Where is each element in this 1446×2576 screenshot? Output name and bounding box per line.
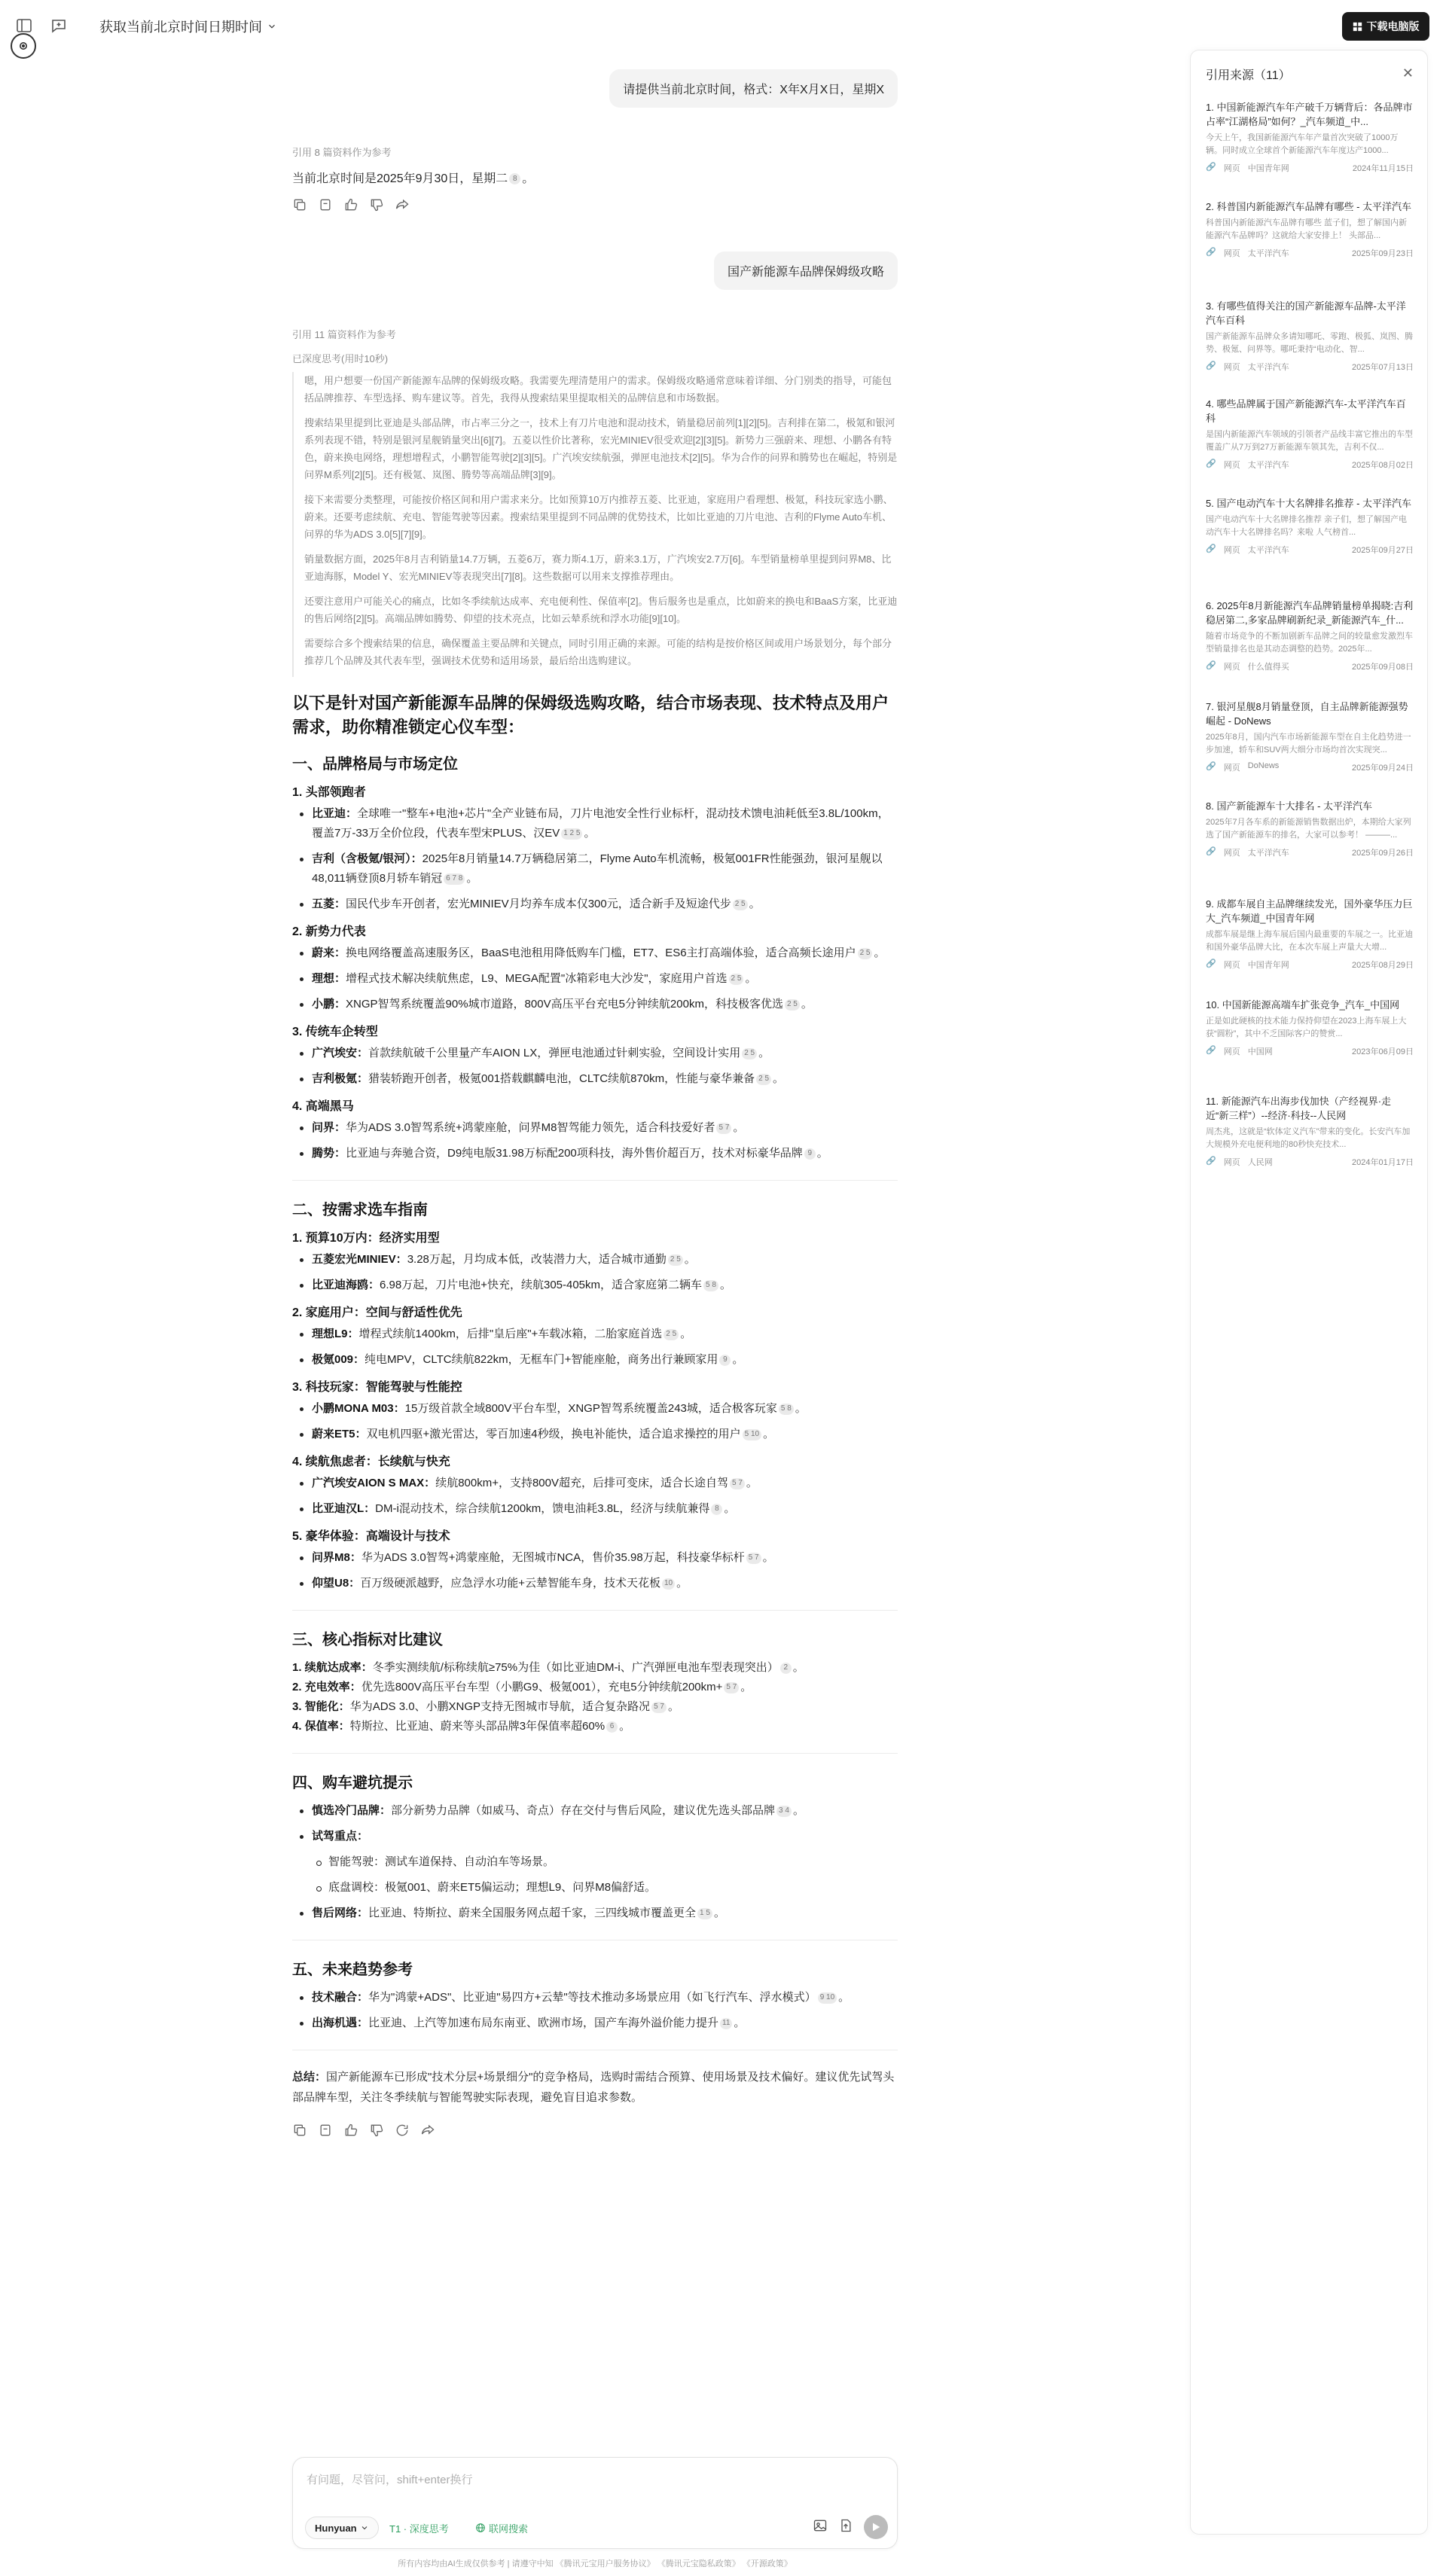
app-logo-icon[interactable] bbox=[11, 33, 36, 59]
link-icon: 🔗 bbox=[1206, 459, 1216, 468]
list-item: 仰望U8：百万级硬派越野，应急浮水功能+云辇智能车身，技术天花板 10 。 bbox=[292, 1574, 898, 1593]
link-icon: 🔗 bbox=[1206, 847, 1216, 856]
section-title: 一、品牌格局与市场定位 bbox=[292, 756, 458, 773]
source-snippet: 是国内新能源汽车领域的引领者产品线丰富它推出的车型覆盖广从7万到27万新能源车领其先，吉利不仅... bbox=[1206, 430, 1413, 452]
source-meta bbox=[1206, 846, 1414, 858]
citation-badge[interactable]: 2 5 bbox=[858, 948, 873, 959]
answer-text: 当前北京时间是2025年9月30日，星期二 8 。 bbox=[292, 172, 535, 185]
source-item[interactable] bbox=[1206, 299, 1414, 373]
list-item: 试驾重点： bbox=[292, 1827, 898, 1846]
thumbs-up-icon[interactable] bbox=[343, 2123, 358, 2138]
link-icon: 🔗 bbox=[1206, 361, 1216, 370]
close-icon[interactable]: ✕ bbox=[1402, 66, 1414, 81]
list-item: 吉利极氪：猎装轿跑开创者，极氪001搭载麒麟电池，CLTC续航870km，性能与豪华兼备 2 5 。 bbox=[292, 1069, 898, 1089]
source-title[interactable]: 10. 中国新能源高端车扩张竞争_汽车_中国网 bbox=[1206, 999, 1400, 1011]
input-tools bbox=[813, 2515, 888, 2539]
source-item[interactable] bbox=[1206, 897, 1414, 971]
list-item: 小鹏：XNGP智驾系统覆盖90%城市道路，800V高压平台充电5分钟续航200km，科技极客优选 2 5 。 bbox=[292, 995, 898, 1014]
top-bar bbox=[0, 0, 1420, 53]
citation-badge[interactable]: 2 bbox=[780, 1663, 792, 1674]
citation-badge[interactable]: 5 7 bbox=[651, 1702, 667, 1713]
link-icon: 🔗 bbox=[1206, 163, 1216, 172]
list-item: 售后网络：比亚迪、特斯拉、蔚来全国服务网点超千家，三四线城市覆盖更全 1 5 。 bbox=[292, 1904, 898, 1923]
source-type: 网页 bbox=[1223, 1047, 1240, 1056]
source-site: 太平洋汽车 bbox=[1247, 461, 1289, 470]
source-meta bbox=[1206, 959, 1414, 971]
copy-icon[interactable] bbox=[292, 197, 307, 212]
section-title: 二、按需求选车指南 bbox=[292, 1202, 428, 1218]
list-item: 比亚迪汉L：DM-i混动技术，综合续航1200km，馈电油耗3.8L，经济与续航兼得 8 。 bbox=[292, 1499, 898, 1519]
citation-badge[interactable]: 5 7 bbox=[730, 1478, 745, 1489]
citation-badge[interactable]: 2 5 bbox=[664, 1329, 679, 1340]
list-item: 1. 续航达成率：冬季实测续航/标称续航≥75%为佳（如比亚迪DM-i、广汽弹匣电池车型表现突出） 2 。 bbox=[292, 1661, 804, 1674]
source-site: DoNews bbox=[1247, 761, 1280, 770]
divider bbox=[292, 1753, 898, 1754]
list-item: 腾势：比亚迪与奔驰合资，D9纯电版31.98万标配200项科技，海外售价超百万，技术对标豪华品牌 9 。 bbox=[292, 1144, 898, 1163]
answer-heading: 以下是针对国产新能源车品牌的保姆级选购攻略，结合市场表现、技术特点及用户需求，助你精准锁定心仪车型： bbox=[292, 694, 889, 736]
source-type: 网页 bbox=[1223, 546, 1240, 555]
list-item: 广汽埃安：首款续航破千公里量产车AION LX，弹匣电池通过针刺实验，空间设计实用 2 5 。 bbox=[292, 1044, 898, 1063]
source-type: 网页 bbox=[1223, 363, 1240, 372]
list-item: 2. 充电效率：优先选800V高压平台车型（小鹏G9、极氪001），充电5分钟续航200km+ 5 7 。 bbox=[292, 1681, 752, 1693]
message-actions bbox=[292, 197, 410, 212]
citation-badge[interactable]: 5 7 bbox=[716, 1123, 731, 1134]
source-site: 人民网 bbox=[1247, 1158, 1273, 1167]
chevron-down-icon bbox=[360, 2523, 369, 2532]
citation-badge[interactable]: 2 5 bbox=[785, 999, 800, 1011]
source-site: 什么值得买 bbox=[1247, 663, 1289, 672]
source-title[interactable]: 4. 哪些品牌属于国产新能源汽车-太平洋汽车百科 bbox=[1206, 398, 1406, 424]
sidebar-toggle-icon[interactable] bbox=[15, 17, 33, 35]
list-item: 蔚来：换电网络覆盖高速服务区，BaaS电池租用降低购车门槛，ET7、ES6主打高端体验，适合高频长途用户 2 5 。 bbox=[292, 944, 898, 963]
citation-badge[interactable]: 1 5 bbox=[697, 1908, 712, 1919]
new-chat-icon[interactable] bbox=[50, 17, 68, 35]
source-snippet: 国产电动汽车十大名牌排名推荐 亲子们，想了解国产电动汽车十大名牌排名吗？来啦 人气榜首... bbox=[1206, 515, 1408, 537]
thumbs-down-icon[interactable] bbox=[369, 2123, 384, 2138]
source-snippet: 周杰兆，这就是“软体定义汽车”带来的变化。长安汽车加大规模外充电便利地的80秒快充技术... bbox=[1206, 1127, 1411, 1149]
user-message: 国产新能源车品牌保姆级攻略 bbox=[714, 252, 898, 290]
link-icon: 🔗 bbox=[1206, 661, 1216, 670]
source-title[interactable]: 5. 国产电动汽车十大名牌排名推荐 - 太平洋汽车 bbox=[1206, 498, 1412, 509]
list-item: 智能驾驶：测试车道保持、自动泊车等场景。 bbox=[292, 1852, 898, 1872]
source-type: 网页 bbox=[1223, 663, 1240, 672]
sources-title: 引用来源（11） bbox=[1206, 69, 1291, 82]
divider bbox=[292, 1180, 898, 1181]
list-item: 五菱：国民代步车开创者，宏光MINIEV月均养车成本仅300元，适合新手及短途代步 2 5 。 bbox=[292, 895, 898, 914]
source-date: 2025年07月13日 bbox=[1352, 363, 1414, 372]
answer-body: 以下是针对国产新能源车品牌的保姆级选购攻略，结合市场表现、技术特点及用户需求，助你精准锁定心仪车型： 一、品牌格局与市场定位 1. 头部领跑者 比亚迪：全球唯一"整车+电池+芯片"全产业链布局，刀片电池安全性行业标杆，混动技术馈电油耗低至3.8L/100km，覆盖7万-33万全价位段，代表车型宋PLUS、汉EV 1 2 5 。 吉利（含极氪/银河）：2025年8月销量14.7万辆稳居第二，Flyme Auto车机流畅，极氪001FR性能强劲，银河星舰以48,011辆登顶8月轿车销冠 6 7 8 。 五菱：国民代步车开创者，宏光MINIEV月均养车成本仅300元，适合新手及短途代步 2 5 。 2. 新势力代表 蔚来：换电网络覆盖高速服务区，BaaS电池租用降低购车门槛，ET7、ES6主打高端体验，适合高频长途用户 2 5 。 理想：增程式技术解决续航焦虑，L9、MEGA配置"冰箱彩电大沙发"，家庭用户首选 2 5 。 小鹏：XNGP智驾系统覆盖90%城市道路，800V高压平台充电5分钟续航200km，科技极客优选 2 5 。 3. 传统车企转型 广汽埃安：首款续航破千公里量产车AION LX，弹匣电池通过针刺实验，空间设计实用 2 5 。 吉利极氪：猎装轿跑开创者，极氪001搭载麒麟电池，CLTC续航870km，性能与豪华兼备 2 5 。 4. 高端黑马 问界：华为ADS 3.0智驾系统+鸿蒙座舱，问界M8智驾能力领先，适合科技爱好者 5 7 。 腾势：比亚迪与奔驰合资，D9纯电版31.98万标配200项科技，海外售价超百万，技术对标豪华品牌 9 。 二、按需求选车指南 1. 预算10万内：经济实用型 五菱宏光MINIEV：3.28万起，月均成本低，改装潜力大，适合城市通勤 2 5 。 比亚迪海鸥：6.98万起，刀片电池+快充，续航305-405km，适合家庭第二辆车 5 8 。 2. 家庭用户：空间与舒适性优先 理想L9：增程式续航1400km，后排"皇后座"+车载冰箱，二胎家庭首选 2 5 。 极氪009：纯电MPV，CLTC续航822km，无框车门+智能座舱，商务出行兼顾家用 9 。 3. 科技玩家：智能驾驶与性能控 小鹏MONA M03：15万级首款全域800V平台车型，XNGP智驾系统覆盖243城，适合极客玩家 5 8 。 蔚来ET5：双电机四驱+激光雷达，零百加速4秒级，换电补能快，适合追求操控的用户 5 10 。 4. 续航焦虑者：长续航与快充 广汽埃安AION S MAX：续航800km+，支持800V超充，后排可变床，适合长途自驾 5 7 。 比亚迪汉L：DM-i混动技术，综合续航1200km，馈电油耗3.8L，经济与续航兼得 8 。 5. 豪华体验：高端设计与技术 问界M8：华为ADS 3.0智驾+鸿蒙座舱，无图城市NCA，售价35.98万起，科技豪华标杆 5 7 。 仰望U8：百万级硬派越野，应急浮水功能+云辇智能车身，技术天花板 10 。 三、核心指标对比建议 1. 续航达成率：冬季实测续航/标称续航≥75%为佳（如比亚迪DM-i、广汽弹匣电池车型表现突出） 2 。 2. 充电效率：优先选800V高压平台车型（小鹏G9、极氪001），充电5分钟续航200km+ 5 7 。 3. 智能化：华为ADS 3.0、小鹏XNGP支持无图城市导航，适合复杂路况 5 7 。 4. 保值率：特斯拉、比亚迪、蔚来等头部品牌3年保值率超60% 6 。 四、购车避坑提示 慎选冷门品牌：部分新势力品牌（如威马、奇点）存在交付与售后风险，建议优先选头部品牌 3 4 。 试驾重点： 智能驾驶：测试车道保持、自动泊车等场景。 底盘调校：极氪001、蔚来ET5偏运动；理想L9、问界M8偏舒适。 售后网络：比亚迪、特斯拉、蔚来全国服务网点超千家，三四线城市覆盖更全 1 5 。 五、未来趋势参考 技术融合：华为"鸿蒙+ADS"、比亚迪"易四方+云辇"等技术推动多场景应用（如飞行汽车、浮水模式） 9 10 。 出海机遇：比亚迪、上汽等加速布局东南亚、欧洲市场，国产车海外溢价能力提升 11 。 总结：国产新能源车已形成"技术分层+场景细分"的竞争格局，选购时需结合预算、使用场景及技术偏好。建议优先试驾头部品牌车型，关注冬季续航与智能驾驶实际表现，避免盲目追求参数。 bbox=[292, 691, 898, 2138]
source-item[interactable] bbox=[1206, 799, 1414, 858]
source-type: 网页 bbox=[1223, 961, 1240, 970]
list-item: 比亚迪海鸥：6.98万起，刀片电池+快充，续航305-405km，适合家庭第二辆车 5 8 。 bbox=[292, 1276, 898, 1295]
citation-badge[interactable]: 2 5 bbox=[668, 1254, 683, 1266]
link-icon: 🔗 bbox=[1206, 1046, 1216, 1055]
link-icon: 🔗 bbox=[1206, 762, 1216, 771]
bookmark-icon[interactable] bbox=[318, 197, 333, 212]
source-type: 网页 bbox=[1223, 249, 1240, 258]
arrow-right-icon bbox=[870, 2521, 882, 2533]
source-meta bbox=[1206, 660, 1414, 672]
copy-icon[interactable] bbox=[292, 2123, 307, 2138]
sources-panel bbox=[1190, 50, 1428, 2535]
source-meta bbox=[1206, 1156, 1414, 1168]
source-item[interactable] bbox=[1206, 200, 1414, 259]
source-date: 2025年09月26日 bbox=[1352, 849, 1414, 858]
share-icon[interactable] bbox=[420, 2123, 435, 2138]
source-snippet: 2025年8月，国内汽车市场新能源车型在自主化趋势进一步加速，轿车和SUV两大细分市场均首次实现突... bbox=[1206, 733, 1411, 755]
chat-title-dropdown[interactable] bbox=[99, 17, 277, 36]
citation-badge[interactable]: 6 bbox=[606, 1721, 618, 1733]
source-date: 2024年11月15日 bbox=[1352, 164, 1414, 173]
thumbs-up-icon[interactable] bbox=[343, 197, 358, 212]
list-item: 比亚迪：全球唯一"整车+电池+芯片"全产业链布局，刀片电池安全性行业标杆，混动技术馈电油耗低至3.8L/100km，覆盖7万-33万全价位段，代表车型宋PLUS、汉EV 1 2 5 。 bbox=[292, 804, 898, 843]
model-selector[interactable]: Hunyuan bbox=[305, 2517, 379, 2539]
source-snippet: 科普国内新能源汽车品牌有哪些 蓝子们，想了解国内新能源汽车品牌吗？这就给大家安排上！ 头部品... bbox=[1206, 218, 1408, 240]
citation-badge[interactable]: 9 bbox=[804, 1148, 816, 1160]
source-type: 网页 bbox=[1223, 164, 1240, 173]
source-type: 网页 bbox=[1223, 461, 1240, 470]
list-item: 技术融合：华为"鸿蒙+ADS"、比亚迪"易四方+云辇"等技术推动多场景应用（如飞行汽车、浮水模式） 9 10 。 bbox=[292, 1988, 898, 2007]
source-item[interactable] bbox=[1206, 998, 1414, 1057]
chat-input[interactable]: 有问题，尽管问，shift+enter换行 bbox=[307, 2474, 473, 2486]
source-site: 中国网 bbox=[1247, 1047, 1273, 1056]
link-icon: 🔗 bbox=[1206, 248, 1216, 257]
source-meta bbox=[1206, 761, 1414, 773]
list-item: 底盘调校：极氪001、蔚来ET5偏运动；理想L9、问界M8偏舒适。 bbox=[292, 1878, 898, 1898]
citation-badge[interactable]: 3 4 bbox=[776, 1806, 792, 1817]
citation-badge[interactable]: 5 8 bbox=[779, 1404, 794, 1415]
list-item: 问界M8：华为ADS 3.0智驾+鸿蒙座舱，无图城市NCA，售价35.98万起，科技豪华标杆 5 7 。 bbox=[292, 1548, 898, 1568]
citation-badge[interactable]: 5 10 bbox=[743, 1429, 761, 1440]
globe-icon bbox=[475, 2523, 486, 2533]
citation-badge[interactable]: 9 bbox=[719, 1355, 731, 1366]
share-icon[interactable] bbox=[395, 197, 410, 212]
web-search-toggle[interactable]: 联网搜索 bbox=[468, 2517, 535, 2539]
source-date: 2024年01月17日 bbox=[1352, 1158, 1414, 1167]
deep-thinking-toggle[interactable]: T1 · 深度思考 bbox=[389, 2523, 449, 2535]
footer-disclaimer: 所有内容均由AI生成仅供参考 | 请遵守中知 《腾讯元宝用户服务协议》 《腾讯元宝隐私政策》 《开源政策》 bbox=[398, 2559, 792, 2568]
regenerate-icon[interactable] bbox=[395, 2123, 410, 2138]
citation-badge[interactable]: 1 2 5 bbox=[561, 828, 582, 840]
source-item[interactable] bbox=[1206, 1094, 1414, 1168]
list-item: 问界：华为ADS 3.0智驾系统+鸿蒙座舱，问界M8智驾能力领先，适合科技爱好者 5 7 。 bbox=[292, 1118, 898, 1138]
source-title[interactable]: 2. 科普国内新能源汽车品牌有哪些 - 太平洋汽车 bbox=[1206, 201, 1412, 212]
source-title[interactable]: 1. 中国新能源汽车年产破千万辆背后：各品牌市占率“江湖格局”如何？_汽车频道_中... bbox=[1206, 102, 1413, 127]
source-snippet: 正是如此硬核的技术能力保持仰望在2023上海车展上大获“圆粉”，其中不乏国际客户的赞赏... bbox=[1206, 1017, 1407, 1038]
source-meta bbox=[1206, 544, 1414, 556]
link-icon: 🔗 bbox=[1206, 959, 1216, 968]
list-item: 出海机遇：比亚迪、上汽等加速布局东南亚、欧洲市场，国产车海外溢价能力提升 11 。 bbox=[292, 2014, 898, 2033]
source-title[interactable]: 8. 国产新能源车十大排名 - 太平洋汽车 bbox=[1206, 800, 1373, 812]
source-date: 2025年09月24日 bbox=[1352, 764, 1414, 773]
source-date: 2025年09月08日 bbox=[1352, 663, 1414, 672]
source-snippet: 国产新能源车品牌众多请知哪吒、零跑、极狐、岚图、腾势、极氪、问界等。哪吒秉持“电动化、智... bbox=[1206, 332, 1413, 354]
source-item[interactable] bbox=[1206, 496, 1414, 556]
citation-badge[interactable]: 2 5 bbox=[733, 899, 748, 910]
citation-badge[interactable]: 8 bbox=[509, 173, 520, 184]
source-site: 中国青年网 bbox=[1247, 961, 1289, 970]
divider bbox=[292, 1610, 898, 1611]
source-snippet: 成都车展是继上海车展后国内最重要的车展之一。比亚迪和国外豪华品牌大比，在本次车展上声量大大增... bbox=[1206, 930, 1413, 952]
chat-title: 获取当前北京时间日期时间 bbox=[99, 20, 262, 35]
list-item: 理想L9：增程式续航1400km，后排"皇后座"+车载冰箱，二胎家庭首选 2 5 。 bbox=[292, 1325, 898, 1344]
source-title[interactable]: 11. 新能源汽车出海步伐加快（产经视界·走近“新三样”）--经济·科技--人民网 bbox=[1206, 1096, 1392, 1121]
list-item: 蔚来ET5：双电机四驱+激光雷达，零百加速4秒级，换电补能快，适合追求操控的用户 5 10 。 bbox=[292, 1425, 898, 1444]
list-item: 4. 保值率：特斯拉、比亚迪、蔚来等头部品牌3年保值率超60% 6 。 bbox=[292, 1720, 631, 1733]
list-item: 广汽埃安AION S MAX：续航800km+，支持800V超充，后排可变床，适合长途自驾 5 7 。 bbox=[292, 1474, 898, 1493]
reference-count[interactable]: 引用 8 篇资料作为参考 bbox=[292, 147, 392, 158]
source-site: 太平洋汽车 bbox=[1247, 849, 1289, 858]
source-type: 网页 bbox=[1223, 849, 1240, 858]
section-title: 五、未来趋势参考 bbox=[292, 1962, 413, 1978]
citation-badge[interactable]: 2 5 bbox=[756, 1074, 771, 1085]
list-item: 吉利（含极氪/银河）：2025年8月销量14.7万辆稳居第二，Flyme Auto车机流畅，极氪001FR性能强劲，银河星舰以48,011辆登顶8月轿车销冠 6 7 8 。 bbox=[292, 849, 898, 889]
reference-count[interactable]: 引用 11 篇资料作为参考 bbox=[292, 329, 396, 340]
summary: 总结：国产新能源车已形成"技术分层+场景细分"的竞争格局，选购时需结合预算、使用场景及技术偏好。建议优先试驾头部品牌车型，关注冬季续航与智能驾驶实际表现，避免盲目追求参数。 bbox=[292, 2071, 895, 2104]
citation-badge[interactable]: 5 7 bbox=[724, 1682, 739, 1693]
source-title[interactable]: 7. 银河星舰8月销量登顶，自主品牌新能源强势崛起 - DoNews bbox=[1206, 701, 1408, 727]
source-type: 网页 bbox=[1223, 764, 1240, 773]
source-title[interactable]: 6. 2025年8月新能源汽车品牌销量榜单揭晓:吉利稳居第二,多家品牌刷新纪录_新能源汽车_什... bbox=[1206, 600, 1414, 626]
source-date: 2025年09月27日 bbox=[1352, 546, 1414, 555]
citation-badge[interactable]: 11 bbox=[720, 2018, 732, 2029]
thinking-content: 嗯，用户想要一份国产新能源车品牌的保姆级攻略。我需要先理清楚用户的需求。保姆级攻略通常意味着详细、分门别类的指导，可能包括品牌推荐、车型选择、购车建议等。首先，我得从搜索结果里提取相关的品牌信息和市场数据。 搜索结果里提到比亚迪是头部品牌，市占率三分之一，技术上有刀片电池和混动技术，销量稳居前列[1][2][5]。吉利排在第二，极氪和银河系列表现不错，特别是银河星舰销量突出[6][7]。五菱以性价比著称，宏光MINIEV很受欢迎[2][3][5]。新势力三强蔚来、理想、小鹏各有特色，蔚来换电网络，理想增程式，小鹏智能驾驶[2][3][5]。广汽埃安续航强，弹匣电池技术[2][5]。华为合作的问界和腾势也在崛起，特别是问界M系列[2][5]。还有极氪、岚图、腾势等高端品牌[3][9]。 接下来需要分类整理，可能按价格区间和用户需求来分。比如预算10万内推荐五菱、比亚迪，家庭用户看理想、极氪，科技玩家选小鹏、蔚来。还要考虑续航、充电、智能驾驶等因素。搜索结果里提到不同品牌的优势技术，比如比亚迪的刀片电池、吉利的Flyme Auto车机、问界的华为ADS 3.0[5][7][9]。 销量数据方面，2025年8月吉利销量14.7万辆，五菱6万，赛力斯4.1万，蔚来3.1万，广汽埃安2.7万[6]。车型销量榜单里提到问界M8、比亚迪海豚，Model Y、宏光MINIEV等表现突出[7][8]。这些数据可以用来支撑推荐理由。 还要注意用户可能关心的痛点，比如冬季续航达成率、充电便利性、保值率[2]。售后服务也是重点，比如蔚来的换电和BaaS方案，比亚迪的售后网络[2][5]。高端品牌如腾势、仰望的技术亮点，比如云辇系统和浮水功能[9][10]。 需要综合多个搜索结果的信息，确保覆盖主要品牌和关键点，同时引用正确的来源。可能的结构是按价格区间或用户场景划分，每个部分推荐几个品牌及其代表车型，强调技术优势和适用场景，最后给出选购建议。 bbox=[292, 372, 898, 677]
section-title: 四、购车避坑提示 bbox=[292, 1775, 413, 1791]
source-site: 太平洋汽车 bbox=[1247, 363, 1289, 372]
citation-badge[interactable]: 8 bbox=[711, 1504, 722, 1515]
list-item: 理想：增程式技术解决续航焦虑，L9、MEGA配置"冰箱彩电大沙发"，家庭用户首选 2 5 。 bbox=[292, 969, 898, 989]
source-meta bbox=[1206, 361, 1414, 373]
bookmark-icon[interactable] bbox=[318, 2123, 333, 2138]
citation-badge[interactable]: 5 8 bbox=[703, 1280, 718, 1291]
message-actions bbox=[292, 2123, 898, 2138]
source-type: 网页 bbox=[1223, 1158, 1240, 1167]
source-meta bbox=[1206, 459, 1414, 471]
source-date: 2025年08月02日 bbox=[1352, 461, 1414, 470]
citation-badge[interactable]: 10 bbox=[662, 1578, 675, 1590]
source-date: 2025年08月29日 bbox=[1352, 961, 1414, 970]
source-item[interactable] bbox=[1206, 700, 1414, 773]
source-site: 中国青年网 bbox=[1247, 164, 1289, 173]
source-site: 太平洋汽车 bbox=[1247, 546, 1289, 555]
source-site: 太平洋汽车 bbox=[1247, 249, 1289, 258]
source-meta bbox=[1206, 247, 1414, 259]
source-snippet: 2025年7月各车系的新能源销售数据出炉，本期给大家列选了国产新能源车的排名，大家可以参考！ ———... bbox=[1206, 818, 1411, 840]
source-meta bbox=[1206, 1045, 1414, 1057]
source-snippet: 随着市场竞争的不断加剧新车品牌之间的较量愈发激烈车型销量排名也是其动态调整的趋势。2025年... bbox=[1206, 632, 1413, 654]
windows-icon bbox=[1353, 22, 1362, 32]
source-title[interactable]: 9. 成都车展自主品牌继续发光，国外豪华压力巨大_汽车频道_中国青年网 bbox=[1206, 898, 1413, 924]
section-title: 三、核心指标对比建议 bbox=[292, 1632, 443, 1648]
send-button[interactable] bbox=[864, 2515, 888, 2539]
source-item[interactable] bbox=[1206, 599, 1414, 672]
file-upload-icon[interactable] bbox=[838, 2518, 853, 2537]
thumbs-down-icon[interactable] bbox=[369, 197, 384, 212]
citation-badge[interactable]: 5 7 bbox=[746, 1553, 761, 1564]
citation-badge[interactable]: 6 7 8 bbox=[444, 873, 465, 885]
source-meta bbox=[1206, 162, 1414, 174]
list-item: 五菱宏光MINIEV：3.28万起，月均成本低，改装潜力大，适合城市通勤 2 5 。 bbox=[292, 1250, 898, 1270]
list-item: 3. 智能化：华为ADS 3.0、小鹏XNGP支持无图城市导航，适合复杂路况 5 7 。 bbox=[292, 1700, 679, 1713]
citation-badge[interactable]: 9 10 bbox=[818, 1992, 837, 2004]
link-icon: 🔗 bbox=[1206, 544, 1216, 553]
chat-input-box[interactable] bbox=[292, 2457, 898, 2549]
list-item: 极氪009：纯电MPV，CLTC续航822km，无框车门+智能座舱，商务出行兼顾家用 9 。 bbox=[292, 1350, 898, 1370]
source-title[interactable]: 3. 有哪些值得关注的国产新能源车品牌-太平洋汽车百科 bbox=[1206, 300, 1406, 326]
link-icon: 🔗 bbox=[1206, 1157, 1216, 1166]
chevron-down-icon bbox=[267, 21, 277, 32]
download-label: 下载电脑版 bbox=[1366, 20, 1420, 32]
download-desktop-button[interactable] bbox=[1342, 12, 1429, 41]
list-item: 小鹏MONA M03：15万级首款全域800V平台车型，XNGP智驾系统覆盖243城，适合极客玩家 5 8 。 bbox=[292, 1399, 898, 1419]
citation-badge[interactable]: 2 5 bbox=[742, 1048, 757, 1059]
source-item[interactable] bbox=[1206, 397, 1414, 471]
image-upload-icon[interactable] bbox=[813, 2518, 828, 2537]
source-date: 2025年09月23日 bbox=[1352, 249, 1414, 258]
list-item: 慎选冷门品牌：部分新势力品牌（如威马、奇点）存在交付与售后风险，建议优先选头部品牌 3 4 。 bbox=[292, 1801, 898, 1821]
source-snippet: 今天上午，我国新能源汽车年产量首次突破了1000万辆。同时成立全球首个新能源汽车年度达产1000... bbox=[1206, 133, 1399, 155]
user-message: 请提供当前北京时间，格式：X年X月X日，星期X bbox=[609, 69, 898, 108]
source-date: 2023年06月09日 bbox=[1352, 1047, 1414, 1056]
deep-thinking-toggle[interactable]: 已深度思考(用时10秒) bbox=[292, 353, 389, 364]
source-item[interactable] bbox=[1206, 100, 1414, 174]
citation-badge[interactable]: 2 5 bbox=[729, 974, 744, 985]
